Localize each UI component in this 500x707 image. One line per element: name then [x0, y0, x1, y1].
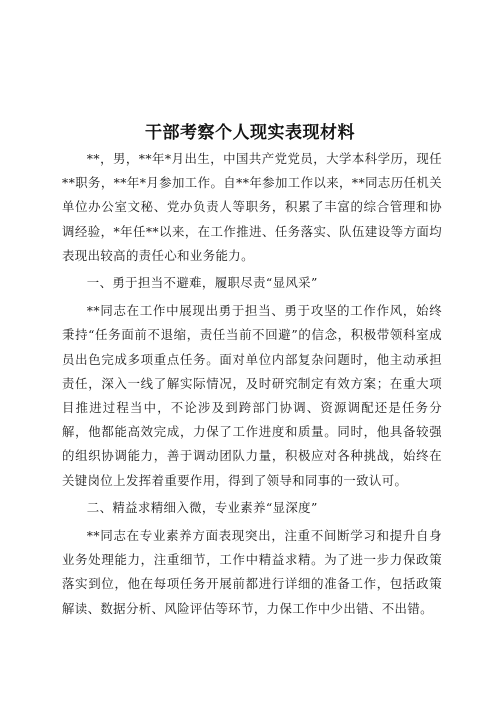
- section-paragraph-1: **同志在工作中展现出勇于担当、勇于攻坚的工作作风，始终秉持“任务面前不退缩，责任当前不回避”的信念，积极带领科室成员出色完成多项重点任务。面对单位内部复杂问题时，他主动承担责任，深入一线了解实际情况，及时研究制定有效方案；在重大项目推进过程当中，不论涉及到跨部门协调、资源调配还是任务分解，他都能高效完成，力保了工作进度和质量。同时，他具备较强的组织协调能力，善于调动团队力量，积极应对各种挑战，始终在关键岗位上发挥着重要作用，得到了领导和同事的一致认可。: [62, 303, 442, 488]
- intro-paragraph: **，男，**年*月出生，中国共产党党员，大学本科学历，现任**职务，**年*月参加工作。自**年参加工作以来，**同志历任机关单位办公室文秘、党办负责人等职务，积累了丰富的综合管理和协调经验，*年任**以来，在工作推进、任务落实、队伍建设等方面均表现出较高的责任心和业务能力。: [62, 151, 442, 263]
- section-paragraph-2: **同志在专业素养方面表现突出，注重不间断学习和提升自身业务处理能力，注重细节，工作中精益求精。为了进一步力保政策落实到位，他在每项任务开展前都进行详细的准备工作，包括政策解读、数据分析、风险评估等环节，力保工作中少出错、不出错。: [62, 528, 442, 616]
- document-body: [62, 147, 442, 621]
- section-heading-2: 二、精益求精细入微，专业素养“显深度”: [86, 499, 318, 515]
- section-heading-1: 一、勇于担当不避难，履职尽责“显风采”: [86, 275, 318, 291]
- document-title: 干部考察个人现实表现材料: [145, 123, 355, 143]
